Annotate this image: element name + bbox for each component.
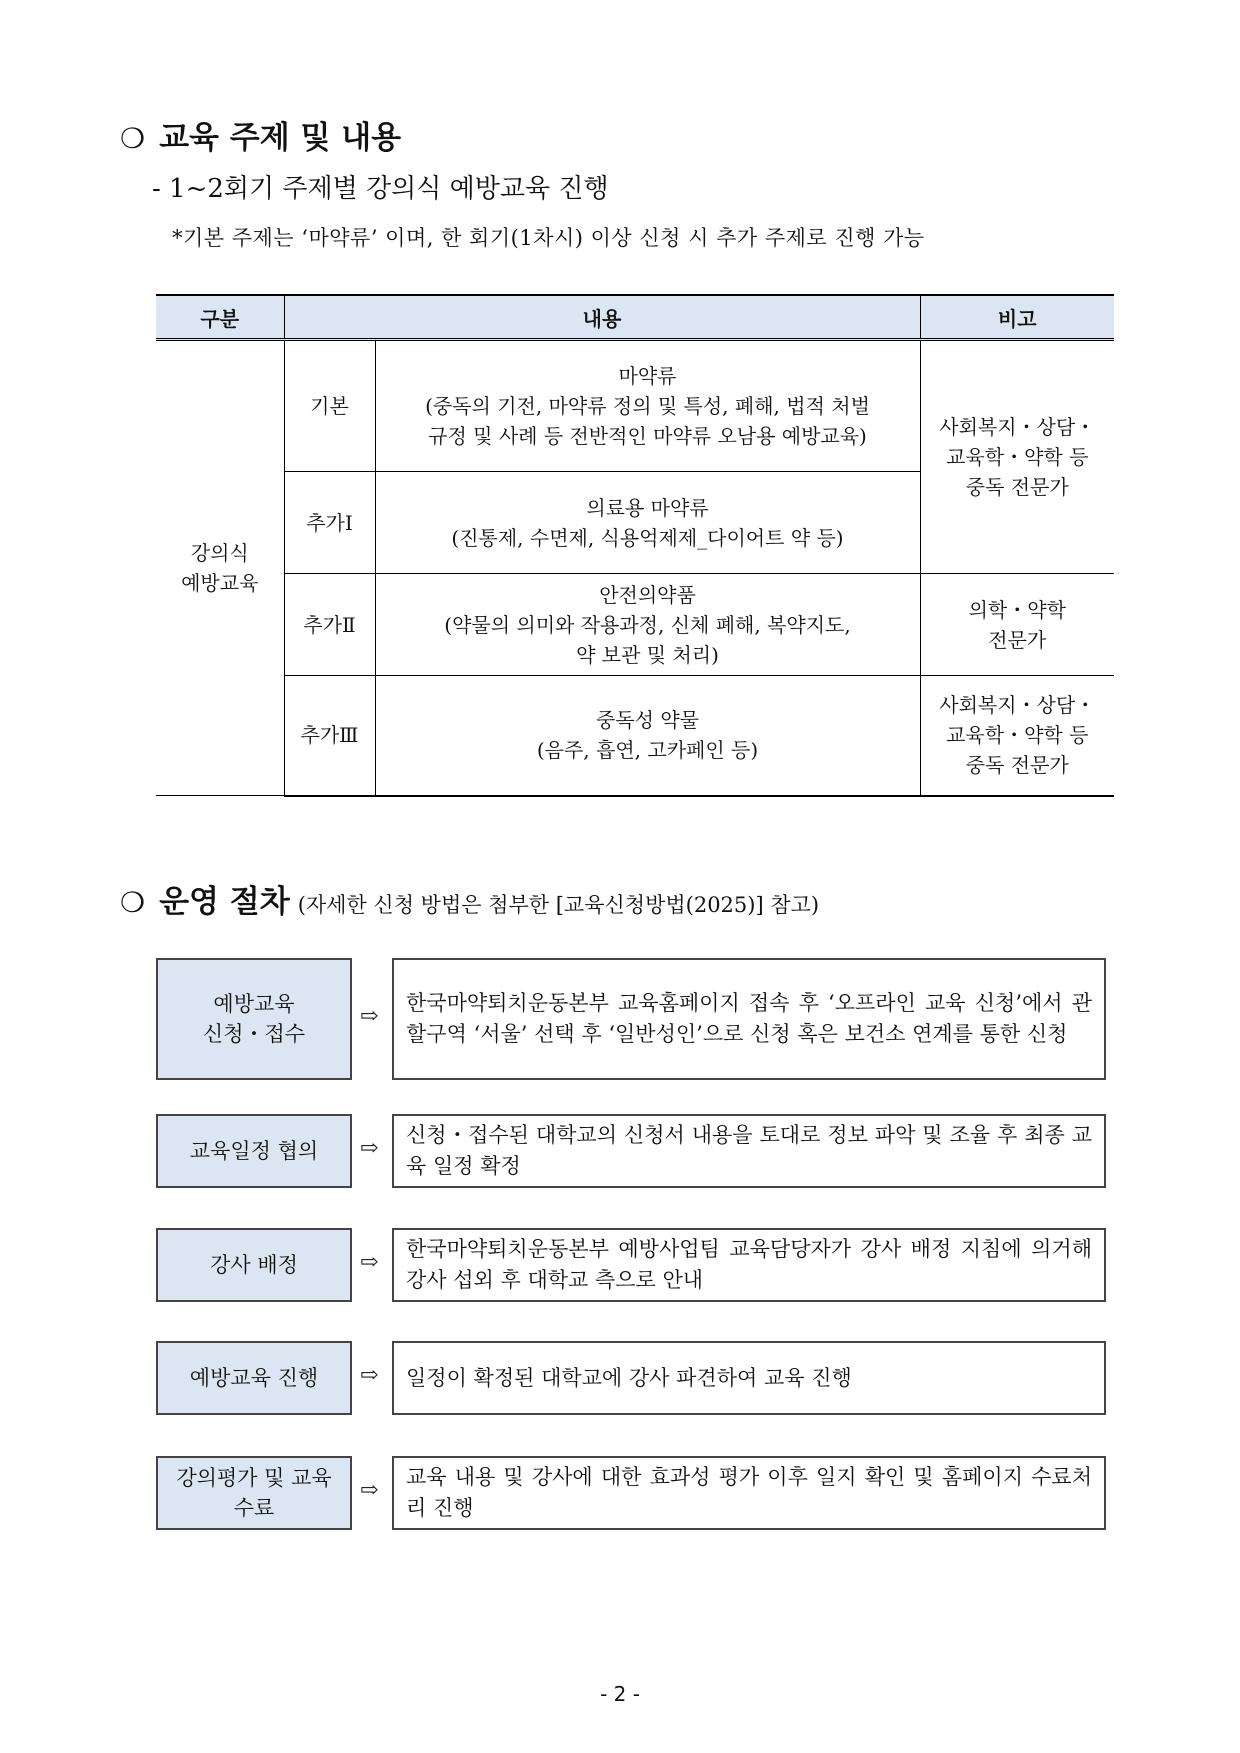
content-cell xyxy=(375,340,920,472)
remarks-cell xyxy=(920,340,1114,574)
remark-line: 중독 전문가 xyxy=(965,475,1069,499)
step-description: 교육 내용 및 강사에 대한 효과성 평가 이후 일지 확인 및 홈페이지 수료처리 진행 xyxy=(392,1456,1106,1530)
page-number: - 2 - xyxy=(600,1682,640,1706)
content-line: 마약류 xyxy=(618,364,677,388)
step-description: 한국마약퇴치운동본부 교육홈페이지 접속 후 ‘오프라인 교육 신청’에서 관할구역 ‘서울’ 선택 후 ‘일반성인’으로 신청 혹은 보건소 연계를 통한 신청 xyxy=(392,958,1106,1080)
content-line: 안전의약품 xyxy=(599,582,696,607)
section-note: (자세한 신청 방법은 첨부한 [교육신청방법(2025)] 참고) xyxy=(297,893,820,917)
content-line: 규정 및 사례 등 전반적인 마약류 오남용 예방교육) xyxy=(428,424,867,448)
type-cell: 기본 xyxy=(284,340,375,472)
content-line: (중독의 기전, 마약류 정의 및 특성, 폐해, 법적 처벌 xyxy=(425,394,870,418)
type-cell: 추가Ⅰ xyxy=(284,472,375,574)
type-cell: 추가Ⅲ xyxy=(284,676,375,796)
section-title: 운영 절차 xyxy=(159,884,290,920)
step-description: 한국마약퇴치운동본부 예방사업팀 교육담당자가 강사 배정 지침에 의거해 강사 섭외 후 대학교 측으로 안내 xyxy=(392,1228,1106,1302)
arrow-right-icon: ⇨ xyxy=(360,1004,379,1029)
step-label: 강사 배정 xyxy=(156,1228,352,1302)
step-label: 교육일정 협의 xyxy=(156,1114,352,1188)
remark-line: 사회복지・상담・ xyxy=(939,693,1096,718)
circle-bullet-icon: ❍ xyxy=(120,886,146,919)
content-cell xyxy=(375,676,920,796)
step-label: 강의평가 및 교육 수료 xyxy=(156,1456,352,1530)
remark-line: 중독 전문가 xyxy=(965,753,1069,778)
header-category: 구분 xyxy=(156,295,284,340)
circle-bullet-icon: ❍ xyxy=(120,122,146,155)
section-note: *기본 주제는 ‘마약류’ 이며, 한 회기(1차시) 이상 신청 시 추가 주제로 진행 가능 xyxy=(172,226,925,250)
section-heading-topics xyxy=(120,112,401,157)
header-remarks: 비고 xyxy=(920,295,1114,340)
remark-line: 교육학・약학 등 xyxy=(946,723,1089,748)
content-line: 중독성 약물 xyxy=(596,708,699,733)
content-line: 약 보관 및 처리) xyxy=(576,642,719,667)
remark-line: 교육학・약학 등 xyxy=(946,445,1089,469)
arrow-right-icon: ⇨ xyxy=(360,1136,379,1161)
step-label: 예방교육 진행 xyxy=(156,1341,352,1415)
section-title: 교육 주제 및 내용 xyxy=(159,120,402,156)
content-cell xyxy=(375,472,920,574)
arrow-right-icon: ⇨ xyxy=(360,1250,379,1275)
arrow-right-icon: ⇨ xyxy=(360,1478,379,1503)
remark-line: 의학・약학 xyxy=(968,597,1066,622)
remarks-cell xyxy=(920,676,1114,796)
remark-line: 사회복지・상담・ xyxy=(939,415,1096,439)
content-cell xyxy=(375,574,920,676)
header-content: 내용 xyxy=(284,295,920,340)
category-cell: 강의식 예방교육 xyxy=(156,340,284,796)
arrow-right-icon: ⇨ xyxy=(360,1363,379,1388)
content-line: (음주, 흡연, 고카페인 등) xyxy=(536,738,759,763)
content-line: (진통제, 수면제, 식용억제제_다이어트 약 등) xyxy=(451,525,844,550)
content-line: (약물의 의미와 작용과정, 신체 폐해, 복약지도, xyxy=(444,612,851,637)
step-description: 신청・접수된 대학교의 신청서 내용을 토대로 정보 파악 및 조율 후 최종 교육 일정 확정 xyxy=(392,1114,1106,1188)
topics-table xyxy=(156,294,1114,797)
step-description: 일정이 확정된 대학교에 강사 파견하여 교육 진행 xyxy=(392,1341,1106,1415)
remark-line: 전문가 xyxy=(988,627,1047,652)
remarks-cell xyxy=(920,574,1114,676)
type-cell: 추가Ⅱ xyxy=(284,574,375,676)
section-subtitle: - 1~2회기 주제별 강의식 예방교육 진행 xyxy=(152,174,609,204)
step-label: 예방교육 신청・접수 xyxy=(156,958,352,1080)
content-line: 의료용 마약류 xyxy=(586,495,709,520)
section-heading-procedure xyxy=(120,876,819,921)
